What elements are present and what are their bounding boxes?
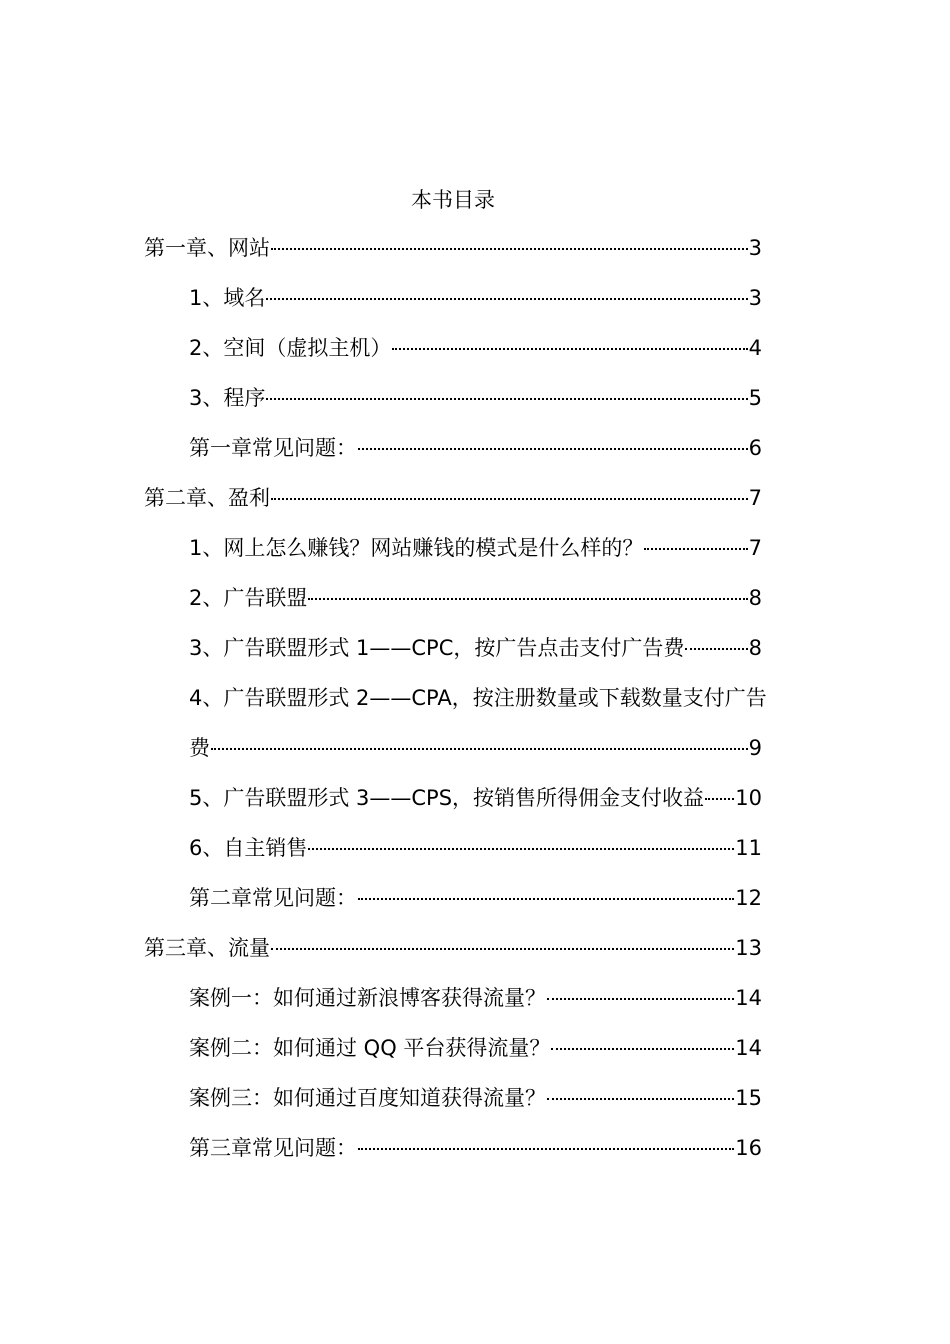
toc-entry-text: 第一章、网站	[144, 236, 270, 260]
table-of-contents	[0, 232, 950, 1182]
toc-entry[interactable]	[189, 532, 762, 582]
toc-entry-text: 6、自主销售	[189, 836, 308, 860]
toc-entry[interactable]	[189, 1132, 762, 1182]
toc-page-number: 9	[748, 736, 762, 760]
toc-entry[interactable]	[189, 1032, 762, 1082]
toc-page-number: 8	[748, 636, 762, 660]
dot-leader	[271, 498, 748, 500]
toc-page-number: 4	[748, 336, 762, 360]
toc-title: 本书目录	[411, 188, 495, 212]
toc-entry[interactable]	[189, 332, 762, 382]
dot-leader	[308, 598, 747, 600]
toc-page-number: 8	[748, 586, 762, 610]
toc-entry[interactable]	[189, 632, 762, 682]
toc-page-number: 14	[735, 1036, 762, 1060]
toc-page-number: 11	[735, 836, 762, 860]
dot-leader	[551, 1048, 734, 1050]
toc-entry-text: 4、广告联盟形式 2——CPA，按注册数量或下载数量支付广告	[189, 686, 767, 710]
toc-page-number: 16	[735, 1136, 762, 1160]
toc-entry-text: 3、程序	[189, 386, 266, 410]
dot-leader	[308, 848, 734, 850]
toc-entry-text: 1、网上怎么赚钱？网站赚钱的模式是什么样的？	[189, 536, 644, 560]
toc-page-number: 12	[735, 886, 762, 910]
toc-entry[interactable]	[189, 382, 762, 432]
toc-entry-text: 第一章常见问题：	[189, 436, 357, 460]
toc-entry-text: 第三章、流量	[144, 936, 270, 960]
toc-entry-text: 第三章常见问题：	[189, 1136, 357, 1160]
toc-entry-text: 第二章常见问题：	[189, 886, 357, 910]
dot-leader	[392, 348, 747, 350]
toc-entry-chapter-2[interactable]	[144, 482, 762, 532]
toc-page-number: 13	[735, 936, 762, 960]
dot-leader	[547, 998, 734, 1000]
dot-leader	[211, 748, 748, 750]
dot-leader	[358, 448, 748, 450]
toc-page-number: 15	[735, 1086, 762, 1110]
dot-leader	[271, 248, 748, 250]
toc-entry[interactable]	[189, 832, 762, 882]
toc-entry-text: 案例三：如何通过百度知道获得流量？	[189, 1086, 546, 1110]
toc-page-number: 3	[748, 236, 762, 260]
toc-page-number: 7	[748, 536, 762, 560]
dot-leader	[266, 298, 747, 300]
toc-entry-chapter-1[interactable]	[144, 232, 762, 282]
toc-page-number: 6	[748, 436, 762, 460]
toc-entry[interactable]	[189, 782, 762, 832]
toc-entry-text-continued: 费	[189, 736, 210, 760]
dot-leader	[685, 648, 747, 650]
toc-page-number: 5	[748, 386, 762, 410]
toc-entry-text: 案例二：如何通过 QQ 平台获得流量？	[189, 1036, 551, 1060]
toc-page-number: 10	[735, 786, 762, 810]
toc-entry[interactable]	[189, 582, 762, 632]
toc-entry-text: 2、空间（虚拟主机）	[189, 336, 392, 360]
toc-entry[interactable]	[189, 1082, 762, 1132]
toc-entry-line-2	[189, 732, 762, 782]
toc-entry-text: 5、广告联盟形式 3——CPS，按销售所得佣金支付收益	[189, 786, 705, 810]
dot-leader	[547, 1098, 734, 1100]
dot-leader	[266, 398, 747, 400]
toc-entry-text: 1、域名	[189, 286, 266, 310]
toc-entry-chapter-3[interactable]	[144, 932, 762, 982]
dot-leader	[705, 798, 734, 800]
toc-entry-text: 案例一：如何通过新浪博客获得流量？	[189, 986, 546, 1010]
dot-leader	[271, 948, 734, 950]
toc-entry-text: 2、广告联盟	[189, 586, 308, 610]
dot-leader	[358, 898, 734, 900]
toc-entry-text: 3、广告联盟形式 1——CPC，按广告点击支付广告费	[189, 636, 685, 660]
dot-leader	[644, 548, 747, 550]
toc-entry-wrapped[interactable]	[189, 682, 829, 782]
toc-entry[interactable]	[189, 982, 762, 1032]
toc-entry[interactable]	[189, 282, 762, 332]
dot-leader	[358, 1148, 734, 1150]
toc-page-number: 3	[748, 286, 762, 310]
toc-entry[interactable]	[189, 432, 762, 482]
toc-page-number: 14	[735, 986, 762, 1010]
toc-entry-text: 第二章、盈利	[144, 486, 270, 510]
toc-entry[interactable]	[189, 882, 762, 932]
toc-page-number: 7	[748, 486, 762, 510]
